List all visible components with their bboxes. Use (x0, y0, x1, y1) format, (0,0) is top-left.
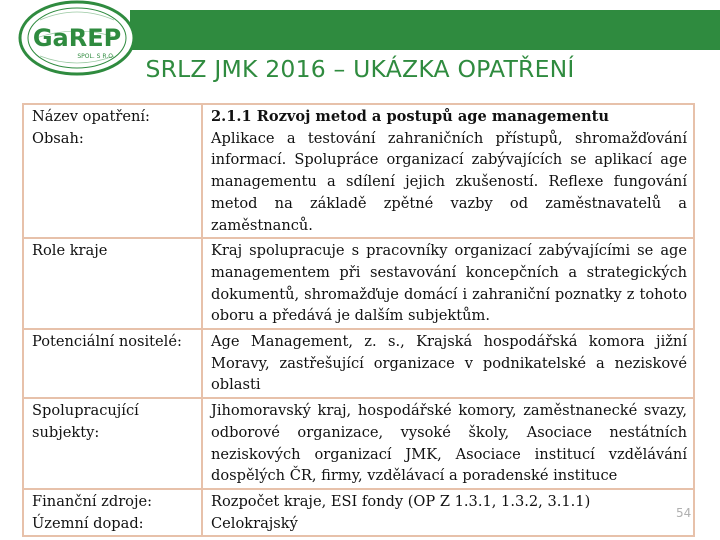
row-value: Kraj spolupracuje s pracovníky organizací zabývajícími se age managementem při sestavování koncepčních a strategických dokumentů, shromažďuje domácí i zahraniční poznatky z tohoto oboru a předává je dalším subjektům. (202, 238, 694, 329)
table-row (23, 238, 694, 329)
measure-name: 2.1.1 Rozvoj metod a postupů age managementu (211, 108, 610, 125)
measure-content: Aplikace a testování zahraničních přístupů, shromažďování informací. Spolupráce organizací zabývajících se aplikací age managementu a sdílení jejich zkušeností. Reflexe fungování metod na základě zpětné vazby od zaměstnavatelů a zaměstnanců. (211, 129, 687, 234)
row-label (23, 489, 202, 536)
table-row (23, 489, 694, 536)
table-row (23, 329, 694, 398)
row-value: Jihomoravský kraj, hospodářské komory, zaměstnanecké svazy, odborové organizace, vysoké školy, Asociace nestátních neziskových organizací JMK, Asociace institucí vzdělávání dospělých ČR, firmy, vzdělávací a poradenské instituce (202, 398, 694, 489)
funding-value: Rozpočet kraje, ESI fondy (OP Z 1.3.1, 1.3.2, 3.1.1) (211, 492, 591, 510)
row-label: Spolupracující subjekty: (23, 398, 202, 489)
territory-value: Celokrajský (211, 514, 298, 532)
row-value: Age Management, z. s., Krajská hospodářská komora jižní Moravy, zastřešující organizace v podnikatelské a neziskové oblasti (202, 329, 694, 398)
label-name: Název opatření: (32, 108, 150, 125)
measure-table (22, 103, 695, 537)
page-title: SRLZ JMK 2016 – UKÁZKA OPATŘENÍ (145, 55, 575, 83)
table-row (23, 398, 694, 489)
page-number: 54 (676, 506, 692, 520)
row-label (23, 104, 202, 238)
logo-subtext: SPOL. S R.O. (77, 53, 115, 60)
label-territory: Územní dopad: (32, 514, 144, 532)
label-funding: Finanční zdroje: (32, 492, 153, 510)
row-label: Potenciální nositelé: (23, 329, 202, 398)
logo-text: GaREP (32, 24, 122, 52)
row-label: Role kraje (23, 238, 202, 329)
label-content: Obsah: (32, 129, 84, 147)
header-bar (130, 10, 720, 50)
table-row (23, 104, 694, 238)
row-value (202, 104, 694, 238)
row-value (202, 489, 694, 536)
